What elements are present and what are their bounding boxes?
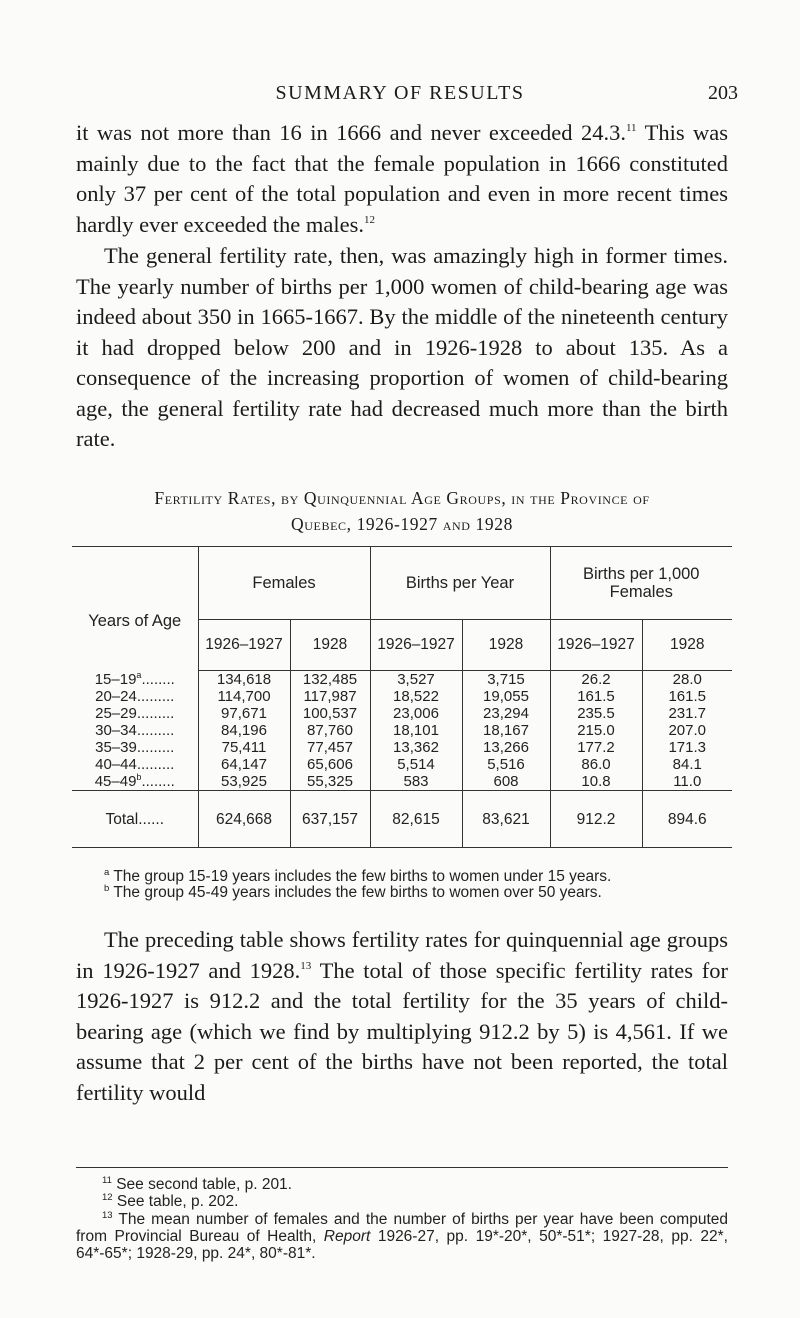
col-header-births-per-1000-line-1: Births per 1,000 <box>583 565 700 583</box>
total-label-cell <box>72 791 198 848</box>
age-group-cell <box>72 722 198 739</box>
table-row <box>72 722 732 739</box>
subheader-births-1926-1927: 1926–1927 <box>370 620 462 671</box>
table-note-text-a: The group 15-19 years includes the few births to women under 15 years. <box>113 868 612 885</box>
paragraph-1 <box>76 118 728 240</box>
table-header-row-1 <box>72 547 732 620</box>
footnote-ref-11: 11 <box>625 122 637 134</box>
females-1926-1927-cell: 114,700 <box>198 688 290 705</box>
age-group-cell <box>72 671 198 689</box>
table-note-a <box>104 869 724 885</box>
paragraph-1-text-a: it was not more than 16 in 1666 and never exceeded 24.3. <box>76 120 626 145</box>
table-total-row <box>72 791 732 848</box>
births-1928-cell: 19,055 <box>462 688 550 705</box>
births-1928-cell: 13,266 <box>462 739 550 756</box>
leader-dots: ........ <box>141 670 175 688</box>
rate-1928-cell: 84.1 <box>642 756 732 773</box>
table-title <box>76 485 728 537</box>
fertility-rates-table <box>72 546 732 848</box>
paragraph-3 <box>76 925 728 1108</box>
footnote-text: See second table, p. 201. <box>116 1176 292 1193</box>
age-group-cell <box>72 756 198 773</box>
leader-dots: ......... <box>136 722 175 739</box>
rate-1926-1927-cell: 10.8 <box>550 773 642 791</box>
running-head: SUMMARY OF RESULTS <box>275 82 525 104</box>
rate-1928-cell: 231.7 <box>642 705 732 722</box>
rate-1926-1927-cell: 215.0 <box>550 722 642 739</box>
table-note-ref-a: a <box>136 669 142 680</box>
females-1926-1927-cell: 97,671 <box>198 705 290 722</box>
births-1926-1927-cell: 13,362 <box>370 739 462 756</box>
females-1926-1927-cell: 134,618 <box>198 671 290 689</box>
footnote-number: 12 <box>102 1192 113 1203</box>
total-births-1928-cell: 83,621 <box>462 791 550 848</box>
rate-1928-cell: 171.3 <box>642 739 732 756</box>
table-row <box>72 688 732 705</box>
subheader-females-1926-1927: 1926–1927 <box>198 620 290 671</box>
rate-1926-1927-cell: 177.2 <box>550 739 642 756</box>
rate-1926-1927-cell: 86.0 <box>550 756 642 773</box>
females-1928-cell: 55,325 <box>290 773 370 791</box>
footnote-number: 13 <box>102 1210 113 1221</box>
table-title-line-1: Fertility Rates, by Quinquennial Age Groups, in the Province of <box>154 488 650 508</box>
females-1928-cell: 87,760 <box>290 722 370 739</box>
paragraph-3-text-b: The total of those specific fertility rates for 1926-1927 is 912.2 and the total fertility for the 35 years of child-bearing age (which we find by multiplying 912.2 by 5) is 4,561. If we assume that 2 per cent of the births have not been reported, the total fertility would <box>76 957 729 1105</box>
births-1928-cell: 608 <box>462 773 550 791</box>
table-title-line-2: Quebec, 1926-1927 and 1928 <box>291 514 513 534</box>
col-header-years-of-age: Years of Age <box>88 612 182 631</box>
births-1926-1927-cell: 3,527 <box>370 671 462 689</box>
table-row <box>72 705 732 722</box>
fertility-table-container <box>72 546 732 848</box>
age-group-label: 20–24 <box>95 688 137 705</box>
paragraph-1-text-b: This was mainly due to the fact that the female population in 1666 constituted only 37 per cent of the total population and even in more recent times hardly ever exceeded the males. <box>76 120 728 237</box>
paragraph-2: The general fertility rate, then, was amazingly high in former times. The yearly number of births per 1,000 women of child-bearing age was indeed about 350 in 1665-1667. By the middle of the nineteenth century it had dropped below 200 and in 1926-1928 to about 135. As a consequence of the increasing proportion of women of child-bearing age, the general fertility rate had decreased much more than the birth rate. <box>76 243 728 451</box>
rate-1926-1927-cell: 235.5 <box>550 705 642 722</box>
births-1926-1927-cell: 583 <box>370 773 462 791</box>
age-group-label: 25–29 <box>95 705 137 722</box>
females-1926-1927-cell: 84,196 <box>198 722 290 739</box>
females-1928-cell: 100,537 <box>290 705 370 722</box>
subheader-females-1928: 1928 <box>290 620 370 671</box>
footnote-text: See table, p. 202. <box>116 1193 239 1210</box>
leader-dots: ......... <box>136 705 175 722</box>
total-rate-1926-1927-cell: 912.2 <box>550 791 642 848</box>
table-note-b <box>104 885 724 901</box>
footnote-report-title: Report <box>323 1228 371 1245</box>
page-number: 203 <box>708 82 738 104</box>
col-header-births-per-year: Births per Year <box>370 547 550 620</box>
age-group-label: 15–19 <box>94 670 137 688</box>
births-1928-cell: 18,167 <box>462 722 550 739</box>
table-body <box>72 671 732 848</box>
age-group-label: 45–49 <box>94 773 137 790</box>
age-group-cell <box>72 705 198 722</box>
leader-dots: ...... <box>138 810 165 828</box>
leader-dots: ........ <box>141 773 175 790</box>
females-1926-1927-cell: 53,925 <box>198 773 290 791</box>
footnote-number: 11 <box>102 1175 112 1186</box>
females-1926-1927-cell: 75,411 <box>198 739 290 756</box>
leader-dots: ......... <box>136 756 175 773</box>
births-1926-1927-cell: 18,522 <box>370 688 462 705</box>
females-1928-cell: 65,606 <box>290 756 370 773</box>
leader-dots: ......... <box>136 688 175 705</box>
footnote-text-b: 1926-27, pp. 19*-20*, 50*-51*; 1927-28, pp. 22*, 64*-65*; 1928-29, pp. 24*, 80*-81*. <box>76 1228 728 1262</box>
females-1928-cell: 117,987 <box>290 688 370 705</box>
table-row <box>72 756 732 773</box>
rate-1928-cell: 28.0 <box>642 671 732 689</box>
rate-1926-1927-cell: 161.5 <box>550 688 642 705</box>
col-header-births-per-1000 <box>550 547 732 620</box>
subheader-rate-1926-1927: 1926–1927 <box>550 620 642 671</box>
footnote-13 <box>76 1211 728 1262</box>
births-1928-cell: 3,715 <box>462 671 550 689</box>
table-note-mark-a: a <box>104 867 110 878</box>
table-note-text-b: The group 45-49 years includes the few births to women over 50 years. <box>113 884 602 901</box>
table-note-ref-b: b <box>136 772 142 782</box>
footnote-text-a: The mean number of females and the number of births per year have been computed from Provincial Bureau of Health, <box>76 1211 728 1245</box>
rate-1928-cell: 207.0 <box>642 722 732 739</box>
col-header-females: Females <box>198 547 370 620</box>
births-1928-cell: 5,516 <box>462 756 550 773</box>
paragraph-3-text-a: The preceding table shows fertility rates for quinquennial age groups in 1926-1927 and 1928. <box>76 927 728 983</box>
table-row <box>72 773 732 791</box>
footnote-11 <box>76 1176 728 1193</box>
births-1928-cell: 23,294 <box>462 705 550 722</box>
total-label: Total <box>105 810 139 828</box>
total-females-1928-cell: 637,157 <box>290 791 370 848</box>
table-note-mark-b: b <box>104 883 110 894</box>
total-females-1926-1927-cell: 624,668 <box>198 791 290 848</box>
page-header <box>0 82 800 112</box>
rate-1928-cell: 11.0 <box>642 773 732 791</box>
footnote-divider <box>76 1167 728 1168</box>
footnote-ref-12: 12 <box>363 213 375 226</box>
age-group-label: 35–39 <box>95 739 137 756</box>
rate-1926-1927-cell: 26.2 <box>550 671 642 689</box>
females-1928-cell: 132,485 <box>290 671 370 689</box>
females-1926-1927-cell: 64,147 <box>198 756 290 773</box>
births-1926-1927-cell: 5,514 <box>370 756 462 773</box>
total-rate-1928-cell: 894.6 <box>642 791 732 848</box>
age-group-cell <box>72 739 198 756</box>
births-1926-1927-cell: 23,006 <box>370 705 462 722</box>
females-1928-cell: 77,457 <box>290 739 370 756</box>
table-row <box>72 671 732 689</box>
age-group-label: 30–34 <box>95 722 137 739</box>
rate-1928-cell: 161.5 <box>642 688 732 705</box>
age-group-cell <box>72 773 198 791</box>
col-header-births-per-1000-line-2: Females <box>609 583 673 601</box>
table-row <box>72 739 732 756</box>
births-1926-1927-cell: 18,101 <box>370 722 462 739</box>
age-group-cell <box>72 688 198 705</box>
footnote-ref-13: 13 <box>300 959 312 972</box>
footnote-12 <box>76 1193 728 1210</box>
age-group-label: 40–44 <box>95 756 137 773</box>
subheader-rate-1928: 1928 <box>642 620 732 671</box>
subheader-births-1928: 1928 <box>462 620 550 671</box>
total-births-1926-1927-cell: 82,615 <box>370 791 462 848</box>
leader-dots: ......... <box>136 739 175 756</box>
